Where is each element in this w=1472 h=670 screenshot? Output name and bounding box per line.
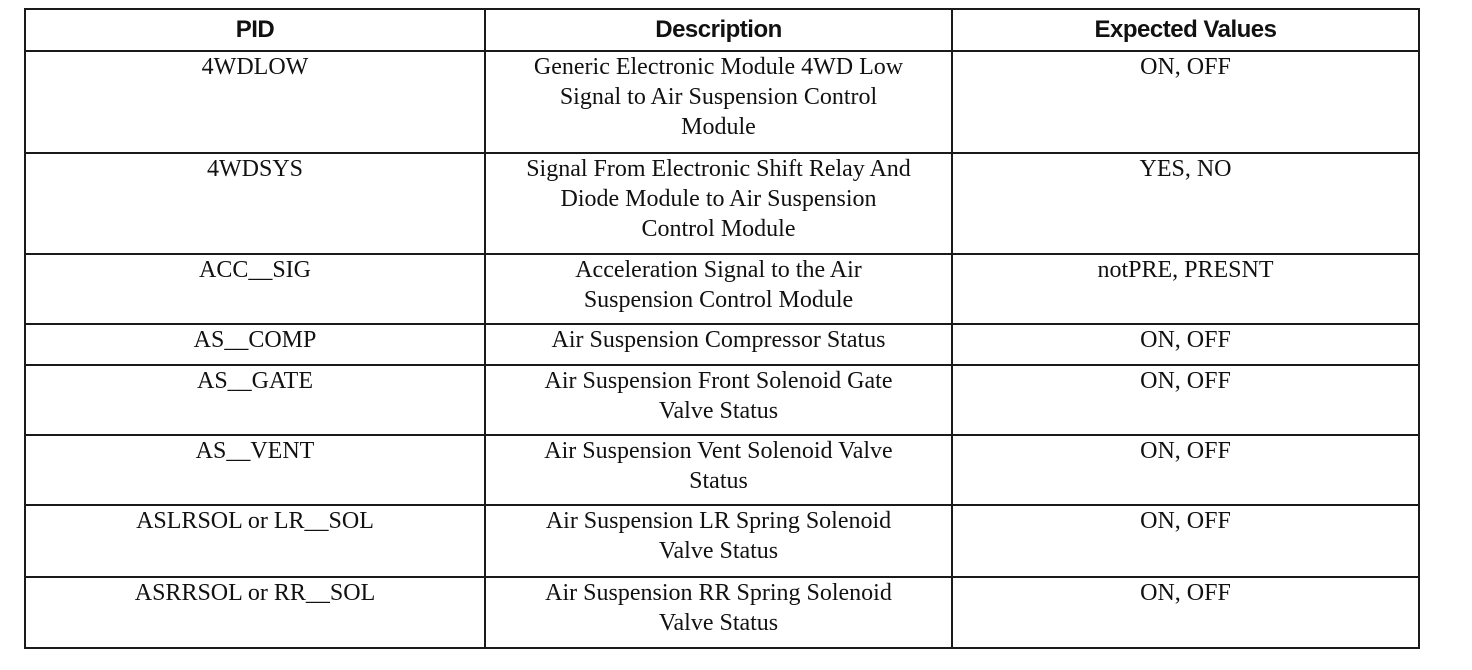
cell-pid: AS__VENT: [25, 435, 485, 505]
table-row: [25, 577, 1419, 648]
header-row: [25, 9, 1419, 51]
cell-expected: ON, OFF: [952, 577, 1419, 648]
description-line: Air Suspension Vent Solenoid Valve: [544, 437, 893, 464]
table-row: [25, 254, 1419, 324]
description-line: Air Suspension Front Solenoid Gate: [544, 367, 893, 394]
cell-expected: ON, OFF: [952, 435, 1419, 505]
description-line: Generic Electronic Module 4WD Low: [533, 54, 904, 80]
cell-description: [485, 435, 952, 505]
table-row: [25, 365, 1419, 435]
header-pid: PID: [25, 9, 485, 51]
cell-description: [485, 365, 952, 435]
description-line: Air Suspension RR Spring Solenoid: [545, 579, 892, 606]
description-line: Status: [689, 467, 748, 494]
table-header: [25, 9, 1419, 51]
cell-description: [485, 577, 952, 648]
description-line: Control Module: [641, 215, 796, 242]
cell-expected: ON, OFF: [952, 365, 1419, 435]
description-line: Air Suspension Compressor Status: [551, 327, 886, 354]
header-description: Description: [485, 9, 952, 51]
header-expected-values: Expected Values: [952, 9, 1419, 51]
cell-description: [485, 51, 952, 153]
cell-description: [485, 153, 952, 255]
cell-description: [485, 505, 952, 576]
table-row: [25, 51, 1419, 153]
description-line: Signal From Electronic Shift Relay And: [526, 155, 911, 182]
table-row: [25, 435, 1419, 505]
description-line: Acceleration Signal to the Air: [575, 257, 862, 283]
description-line: Valve Status: [658, 538, 779, 565]
pid-table: [24, 8, 1420, 649]
table-row: [25, 505, 1419, 576]
cell-expected: ON, OFF: [952, 51, 1419, 153]
cell-pid: ASRRSOL or RR__SOL: [25, 577, 485, 648]
description-line: Module: [681, 114, 756, 140]
table-row: [25, 324, 1419, 364]
cell-pid: ACC__SIG: [25, 254, 485, 324]
description-line: Valve Status: [658, 397, 779, 424]
description-line: Valve Status: [658, 609, 779, 636]
description-line: Signal to Air Suspension Control: [559, 84, 878, 110]
cell-description: [485, 324, 952, 364]
description-line: Suspension Control Module: [583, 287, 854, 313]
description-line: Air Suspension LR Spring Solenoid: [545, 508, 892, 535]
description-line: Diode Module to Air Suspension: [560, 185, 877, 212]
cell-pid: AS__COMP: [25, 324, 485, 364]
cell-expected: ON, OFF: [952, 505, 1419, 576]
cell-pid: 4WDSYS: [25, 153, 485, 255]
cell-description: [485, 254, 952, 324]
cell-pid: AS__GATE: [25, 365, 485, 435]
table-row: [25, 153, 1419, 255]
table-body: [25, 51, 1419, 648]
cell-expected: YES, NO: [952, 153, 1419, 255]
cell-expected: notPRE, PRESNT: [952, 254, 1419, 324]
cell-expected: ON, OFF: [952, 324, 1419, 364]
cell-pid: ASLRSOL or LR__SOL: [25, 505, 485, 576]
cell-pid: 4WDLOW: [25, 51, 485, 153]
